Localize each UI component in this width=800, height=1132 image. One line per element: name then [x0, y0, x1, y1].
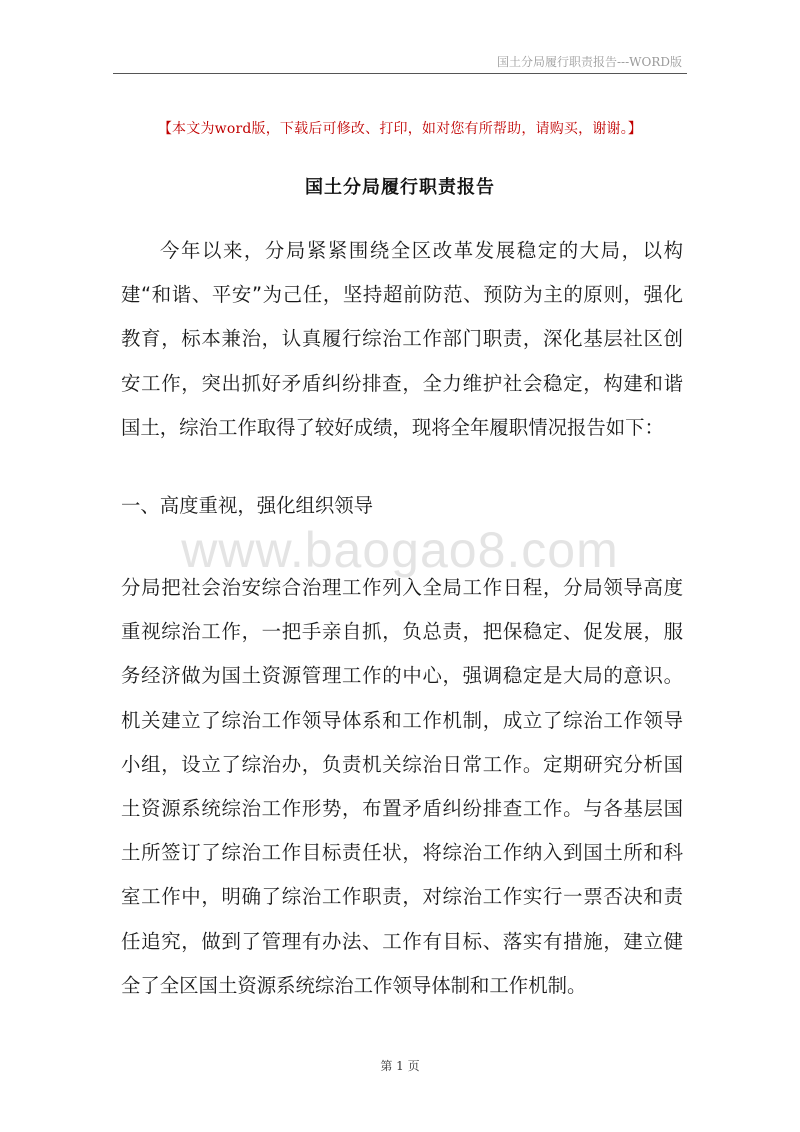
intro-paragraph: 今年以来，分局紧紧围绕全区改革发展稳定的大局，以构建“和谐、平安”为己任，坚持超前防范、预防为主的原则，强化教育，标本兼治，认真履行综治工作部门职责，深化基层社区创安工作，突出抓好矛盾纠纷排查，全力维护社会稳定，构建和谐国土，综治工作取得了较好成绩，现将全年履职情况报告如下： [121, 239, 683, 439]
header-divider [113, 73, 687, 74]
document-title: 国土分局履行职责报告 [305, 177, 495, 198]
watermark: www.baogao8.com [181, 522, 619, 578]
running-header: 国土分局履行职责报告---WORD版 [497, 55, 682, 69]
download-notice: 【本文为word版，下载后可修改、打印，如对您有所帮助，请购买，谢谢。】 [157, 121, 643, 137]
section-1-heading: 一、高度重视，强化组织领导 [121, 494, 374, 517]
section-1-paragraph: 分局把社会治安综合治理工作列入全局工作日程，分局领导高度重视综治工作，一把手亲自抓，负总责，把保稳定、促发展，服务经济做为国土资源管理工作的中心，强调稳定是大局的意识。机关建立了综治工作领导体系和工作机制，成立了综治工作领导小组，设立了综治办，负责机关综治日常工作。定期研究分析国土资源系统综治工作形势，布置矛盾纠纷排查工作。与各基层国土所签订了综治工作目标责任状，将综治工作纳入到国土所和科室工作中，明确了综治工作职责，对综治工作实行一票否决和责任追究，做到了管理有办法、工作有目标、落实有措施，建立健全了全区国土资源系统综治工作领导体制和工作机制。 [121, 576, 683, 997]
page-number: 第 1 页 [380, 1059, 420, 1073]
